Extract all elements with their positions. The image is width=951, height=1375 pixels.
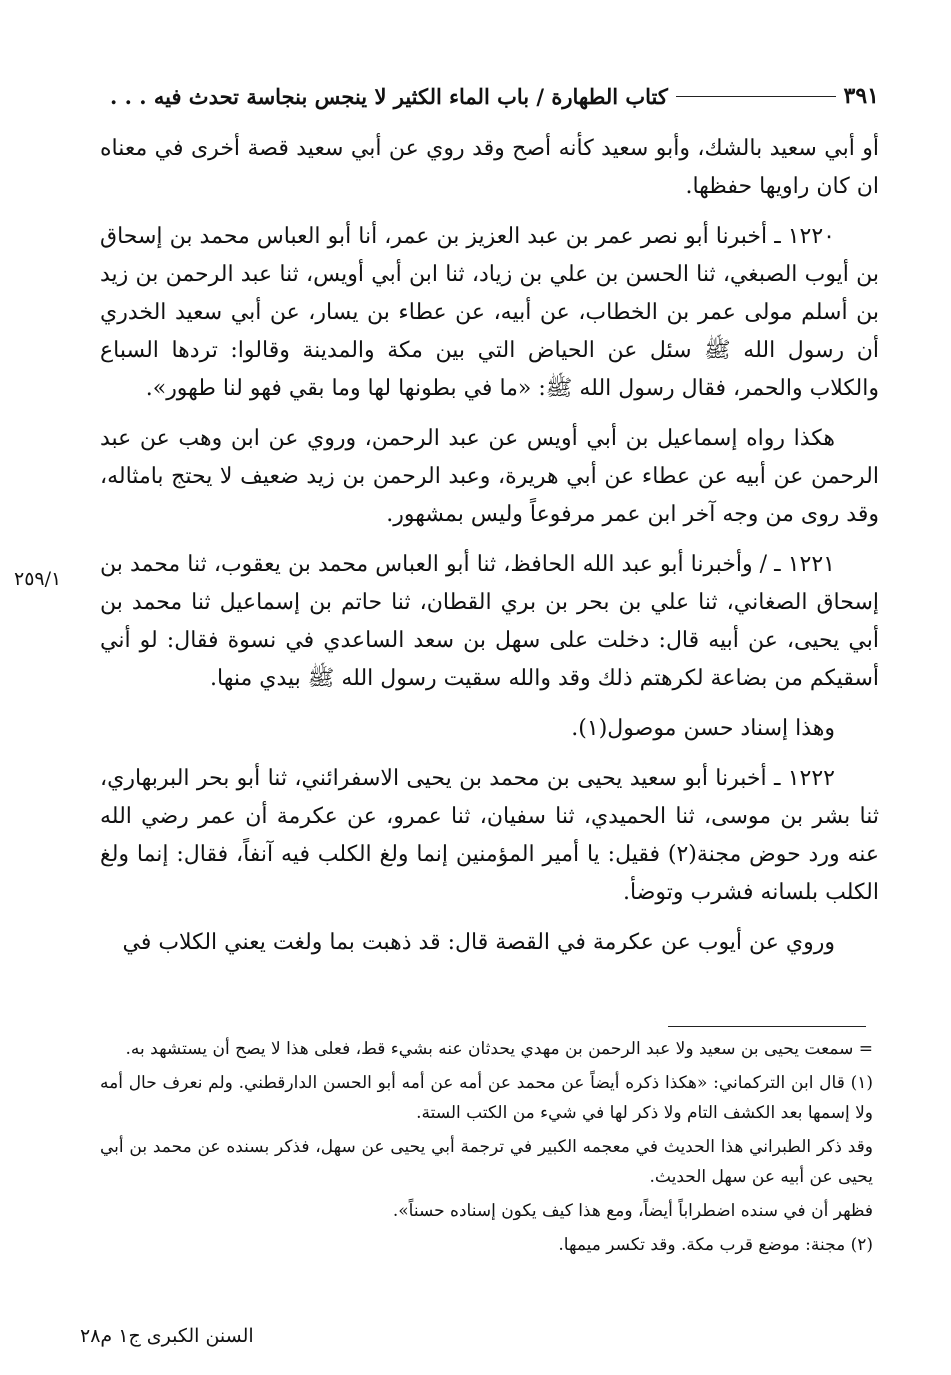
signature-footer: السنن الكبرى ج١ م٢٨ (80, 1325, 254, 1347)
footnote-continuation: = سمعت يحيى بن سعيد ولا عبد الرحمن بن مهدي يحدثان عنه بشيء قط، فعلى هذا لا يصح أن يستشهد به. (125, 1039, 873, 1059)
paragraph: وروي عن أيوب عن عكرمة في القصة قال: قد ذهبت بما ولغت يعني الكلاب في (122, 930, 835, 955)
margin-volume-reference: ٢٥٩/١ (14, 568, 62, 590)
footnote-1-cont: فظهر أن في سنده اضطراباً أيضاً، ومع هذا كيف يكون إسناده حسناً». (392, 1201, 873, 1221)
footnote-rule (668, 1026, 866, 1027)
main-text (100, 130, 879, 974)
paragraph: أو أبي سعيد بالشك، وأبو سعيد كأنه أصح وقد روي عن أبي سعيد قصة أخرى في معناه ان كان راويها حفظها. (100, 136, 879, 199)
hadith-1222: ١٢٢٢ ـ أخبرنا أبو سعيد يحيى بن محمد بن يحيى الاسفرائني، ثنا أبو بحر البربهاري، ثنا بشر بن موسى، ثنا الحميدي، ثنا سفيان، ثنا عمرو، عن عكرمة أن عمر رضي الله عنه ورد حوض مجنة(٢) فقيل: يا أمير المؤمنين إنما ولغ الكلب فيه آنفاً، فقال: إنما ولغ الكلب بلسانه فشرب وتوضأ. (100, 766, 879, 905)
paragraph: هكذا رواه إسماعيل بن أبي أويس عن عبد الرحمن، وروي عن ابن وهب عن عبد الرحمن عن أبيه عن عطاء عن أبي هريرة، وعبد الرحمن بن زيد ضعيف لا يحتج بامثاله، وقد روى من وجه آخر ابن عمر مرفوعاً وليس بمشهور. (100, 426, 879, 527)
footnotes (100, 1034, 873, 1264)
hadith-1220: ١٢٢٠ ـ أخبرنا أبو نصر عمر بن عبد العزيز بن عمر، أنا أبو العباس محمد بن إسحاق بن أيوب الصبغي، ثنا الحسن بن علي بن زياد، ثنا ابن أبي أويس، ثنا عبد الرحمن بن زيد بن أسلم مولى عمر بن الخطاب، عن أبيه، عن عطاء بن يسار، عن أبي سعيد الخدري أن رسول الله ﷺ سئل عن الحياض التي بين مكة والمدينة وقالوا: تردها السباع والكلاب والحمر، فقال رسول الله ﷺ: «ما في بطونها لها وما بقي فهو لنا طهور». (100, 224, 880, 401)
paragraph: وهذا إسناد حسن موصول(١). (571, 716, 835, 741)
hadith-1221: ١٢٢١ ـ / وأخبرنا أبو عبد الله الحافظ، ثنا أبو العباس محمد بن يعقوب، ثنا محمد بن إسحاق الصغاني، ثنا علي بن بحر بن بري القطان، ثنا حاتم بن إسماعيل ثنا محمد بن أبي يحيى، عن أبيه قال: دخلت على سهل بن سعد الساعدي في نسوة فقال: لو أني أسقيكم من بضاعة لكرهتم ذلك وقد والله سقيت رسول الله ﷺ بيدي منها. (100, 552, 879, 691)
running-header (110, 74, 879, 118)
footnote-1-cont: وقد ذكر الطبراني هذا الحديث في معجمه الكبير في ترجمة أبي يحيى عن سهل، فذكر بسنده عن محمد بن أبي يحيى عن أبيه عن سهل الحديث. (100, 1137, 873, 1187)
footnote-2: (٢) مجنة: موضع قرب مكة. وقد تكسر ميمها. (558, 1235, 873, 1255)
page-number: ٣٩١ (843, 83, 879, 109)
header-rule (676, 96, 836, 97)
footnote-1: (١) قال ابن التركماني: «هكذا ذكره أيضاً عن محمد عن أمه عن أمه أبو الحسن الدارقطني. ولم نعرف حال أمه ولا إسمها بعد الكشف التام ولا ذكر لها في شيء من الكتب الستة. (100, 1073, 873, 1123)
chapter-title: كتاب الطهارة / باب الماء الكثير لا ينجس بنجاسة تحدث فيه . . . (110, 83, 668, 109)
